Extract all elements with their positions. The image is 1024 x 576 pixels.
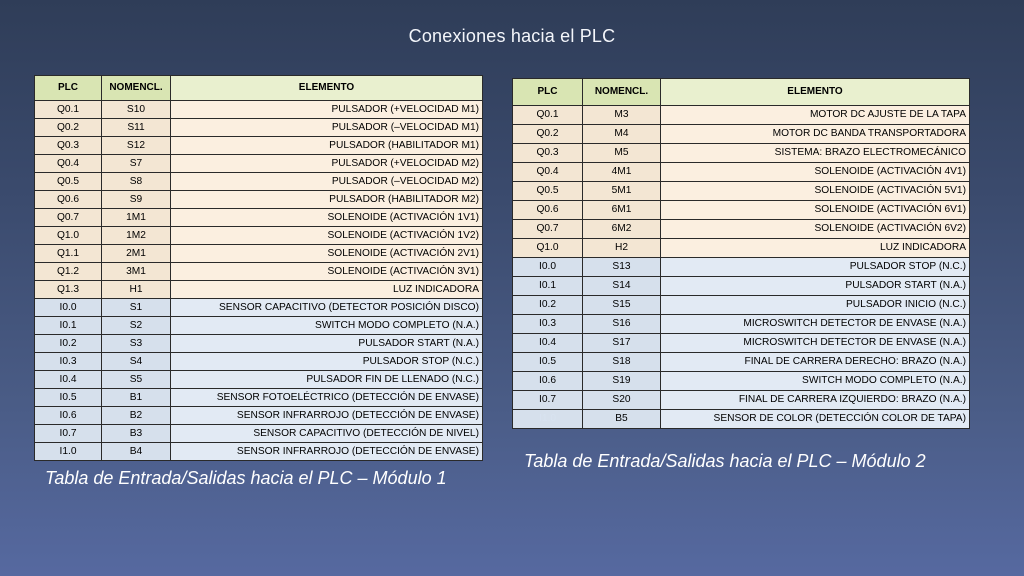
nomencl-cell: S9 bbox=[102, 191, 171, 209]
nomencl-cell: S14 bbox=[583, 277, 661, 296]
elemento-cell: SWITCH MODO COMPLETO (N.A.) bbox=[661, 372, 970, 391]
table-row bbox=[35, 101, 483, 119]
plc-cell: I0.2 bbox=[35, 335, 102, 353]
nomencl-cell: S18 bbox=[583, 353, 661, 372]
plc-cell: Q1.2 bbox=[35, 263, 102, 281]
elemento-cell: SOLENOIDE (ACTIVACIÓN 2V1) bbox=[171, 245, 483, 263]
table-row bbox=[513, 315, 970, 334]
elemento-cell: SENSOR INFRARROJO (DETECCIÓN DE ENVASE) bbox=[171, 443, 483, 461]
plc-cell: Q0.2 bbox=[513, 125, 583, 144]
plc-cell: Q0.2 bbox=[35, 119, 102, 137]
elemento-cell: SENSOR CAPACITIVO (DETECTOR POSICIÓN DISCO) bbox=[171, 299, 483, 317]
plc-cell: Q0.3 bbox=[35, 137, 102, 155]
nomencl-cell: B1 bbox=[102, 389, 171, 407]
page-title: Conexiones hacia el PLC bbox=[408, 26, 616, 46]
plc-cell: Q1.1 bbox=[35, 245, 102, 263]
nomencl-cell: M4 bbox=[583, 125, 661, 144]
table-row bbox=[513, 201, 970, 220]
table-row bbox=[513, 410, 970, 429]
elemento-cell: SOLENOIDE (ACTIVACIÓN 4V1) bbox=[661, 163, 970, 182]
table-row bbox=[35, 245, 483, 263]
plc-cell: I0.1 bbox=[35, 317, 102, 335]
table-row bbox=[513, 163, 970, 182]
nomencl-cell: 1M2 bbox=[102, 227, 171, 245]
table-row bbox=[513, 220, 970, 239]
header-nomencl: NOMENCL. bbox=[102, 76, 171, 101]
header-nomencl: NOMENCL. bbox=[583, 79, 661, 106]
plc-cell: Q1.3 bbox=[35, 281, 102, 299]
elemento-cell: SOLENOIDE (ACTIVACIÓN 1V1) bbox=[171, 209, 483, 227]
nomencl-cell: 1M1 bbox=[102, 209, 171, 227]
plc-cell: Q1.0 bbox=[513, 239, 583, 258]
table-header-row bbox=[513, 79, 970, 106]
table-row bbox=[513, 391, 970, 410]
nomencl-cell: 4M1 bbox=[583, 163, 661, 182]
table-header-row bbox=[35, 76, 483, 101]
nomencl-cell: S5 bbox=[102, 371, 171, 389]
plc-cell: Q0.5 bbox=[35, 173, 102, 191]
plc-cell: Q0.7 bbox=[513, 220, 583, 239]
elemento-cell: PULSADOR INICIO (N.C.) bbox=[661, 296, 970, 315]
elemento-cell: SOLENOIDE (ACTIVACIÓN 5V1) bbox=[661, 182, 970, 201]
elemento-cell: SISTEMA: BRAZO ELECTROMECÁNICO bbox=[661, 144, 970, 163]
plc-cell: Q0.4 bbox=[35, 155, 102, 173]
io-table-module-1 bbox=[34, 75, 483, 461]
elemento-cell: SENSOR FOTOELÉCTRICO (DETECCIÓN DE ENVASE) bbox=[171, 389, 483, 407]
nomencl-cell: S8 bbox=[102, 173, 171, 191]
nomencl-cell: M3 bbox=[583, 106, 661, 125]
plc-cell: I0.2 bbox=[513, 296, 583, 315]
plc-cell: I0.0 bbox=[513, 258, 583, 277]
io-table-module-2 bbox=[512, 78, 970, 429]
plc-cell: I0.0 bbox=[35, 299, 102, 317]
nomencl-cell: H2 bbox=[583, 239, 661, 258]
nomencl-cell: S20 bbox=[583, 391, 661, 410]
plc-cell: I0.5 bbox=[35, 389, 102, 407]
nomencl-cell: 6M2 bbox=[583, 220, 661, 239]
plc-cell: I1.0 bbox=[35, 443, 102, 461]
plc-cell: I0.7 bbox=[35, 425, 102, 443]
plc-cell: Q0.3 bbox=[513, 144, 583, 163]
plc-cell: Q1.0 bbox=[35, 227, 102, 245]
elemento-cell: PULSADOR (HABILITADOR M1) bbox=[171, 137, 483, 155]
nomencl-cell: S17 bbox=[583, 334, 661, 353]
table-row bbox=[35, 173, 483, 191]
elemento-cell: PULSADOR (–VELOCIDAD M2) bbox=[171, 173, 483, 191]
elemento-cell: PULSADOR (–VELOCIDAD M1) bbox=[171, 119, 483, 137]
plc-cell: Q0.6 bbox=[513, 201, 583, 220]
table-row bbox=[513, 144, 970, 163]
table-row bbox=[35, 263, 483, 281]
nomencl-cell: S7 bbox=[102, 155, 171, 173]
nomencl-cell: S12 bbox=[102, 137, 171, 155]
plc-cell: Q0.6 bbox=[35, 191, 102, 209]
plc-cell: Q0.1 bbox=[513, 106, 583, 125]
nomencl-cell: S15 bbox=[583, 296, 661, 315]
elemento-cell: SOLENOIDE (ACTIVACIÓN 6V2) bbox=[661, 220, 970, 239]
nomencl-cell: S4 bbox=[102, 353, 171, 371]
nomencl-cell: B5 bbox=[583, 410, 661, 429]
elemento-cell: SOLENOIDE (ACTIVACIÓN 3V1) bbox=[171, 263, 483, 281]
table-row bbox=[513, 372, 970, 391]
elemento-cell: SENSOR DE COLOR (DETECCIÓN COLOR DE TAPA) bbox=[661, 410, 970, 429]
table-row bbox=[513, 182, 970, 201]
elemento-cell: MOTOR DC BANDA TRANSPORTADORA bbox=[661, 125, 970, 144]
table-row bbox=[35, 119, 483, 137]
elemento-cell: SOLENOIDE (ACTIVACIÓN 6V1) bbox=[661, 201, 970, 220]
plc-cell: Q0.1 bbox=[35, 101, 102, 119]
plc-cell: I0.3 bbox=[35, 353, 102, 371]
header-plc: PLC bbox=[513, 79, 583, 106]
nomencl-cell: S1 bbox=[102, 299, 171, 317]
elemento-cell: FINAL DE CARRERA IZQUIERDO: BRAZO (N.A.) bbox=[661, 391, 970, 410]
table-row bbox=[513, 258, 970, 277]
nomencl-cell: 3M1 bbox=[102, 263, 171, 281]
plc-cell: I0.3 bbox=[513, 315, 583, 334]
elemento-cell: PULSADOR (+VELOCIDAD M2) bbox=[171, 155, 483, 173]
table-row bbox=[35, 443, 483, 461]
elemento-cell: PULSADOR START (N.A.) bbox=[171, 335, 483, 353]
elemento-cell: SOLENOIDE (ACTIVACIÓN 1V2) bbox=[171, 227, 483, 245]
nomencl-cell: B2 bbox=[102, 407, 171, 425]
elemento-cell: LUZ INDICADORA bbox=[171, 281, 483, 299]
elemento-cell: MOTOR DC AJUSTE DE LA TAPA bbox=[661, 106, 970, 125]
nomencl-cell: 6M1 bbox=[583, 201, 661, 220]
elemento-cell: SWITCH MODO COMPLETO (N.A.) bbox=[171, 317, 483, 335]
table-row bbox=[35, 281, 483, 299]
table-row bbox=[513, 239, 970, 258]
elemento-cell: PULSADOR (HABILITADOR M2) bbox=[171, 191, 483, 209]
table-row bbox=[35, 317, 483, 335]
plc-cell: I0.6 bbox=[35, 407, 102, 425]
nomencl-cell: S10 bbox=[102, 101, 171, 119]
nomencl-cell: S16 bbox=[583, 315, 661, 334]
elemento-cell: PULSADOR START (N.A.) bbox=[661, 277, 970, 296]
caption-module-1: Tabla de Entrada/Salidas hacia el PLC – Módulo 1 bbox=[45, 468, 447, 488]
plc-cell: I0.4 bbox=[35, 371, 102, 389]
plc-cell: I0.7 bbox=[513, 391, 583, 410]
elemento-cell: MICROSWITCH DETECTOR DE ENVASE (N.A.) bbox=[661, 315, 970, 334]
nomencl-cell: 5M1 bbox=[583, 182, 661, 201]
table-row bbox=[35, 155, 483, 173]
nomencl-cell: S2 bbox=[102, 317, 171, 335]
nomencl-cell: H1 bbox=[102, 281, 171, 299]
nomencl-cell: S11 bbox=[102, 119, 171, 137]
plc-cell: I0.6 bbox=[513, 372, 583, 391]
plc-cell: Q0.7 bbox=[35, 209, 102, 227]
table-row bbox=[35, 425, 483, 443]
nomencl-cell: S3 bbox=[102, 335, 171, 353]
table-row bbox=[513, 125, 970, 144]
nomencl-cell: M5 bbox=[583, 144, 661, 163]
table-row bbox=[35, 407, 483, 425]
header-elemento: ELEMENTO bbox=[661, 79, 970, 106]
nomencl-cell: 2M1 bbox=[102, 245, 171, 263]
table-row bbox=[35, 371, 483, 389]
header-plc: PLC bbox=[35, 76, 102, 101]
table-row bbox=[35, 137, 483, 155]
nomencl-cell: S19 bbox=[583, 372, 661, 391]
plc-cell: I0.4 bbox=[513, 334, 583, 353]
plc-cell: I0.5 bbox=[513, 353, 583, 372]
elemento-cell: PULSADOR (+VELOCIDAD M1) bbox=[171, 101, 483, 119]
table-row bbox=[35, 191, 483, 209]
elemento-cell: SENSOR INFRARROJO (DETECCIÓN DE ENVASE) bbox=[171, 407, 483, 425]
elemento-cell: SENSOR CAPACITIVO (DETECCIÓN DE NIVEL) bbox=[171, 425, 483, 443]
table-row bbox=[513, 334, 970, 353]
elemento-cell: MICROSWITCH DETECTOR DE ENVASE (N.A.) bbox=[661, 334, 970, 353]
table-row bbox=[513, 296, 970, 315]
table-row bbox=[35, 299, 483, 317]
elemento-cell: PULSADOR STOP (N.C.) bbox=[171, 353, 483, 371]
elemento-cell: LUZ INDICADORA bbox=[661, 239, 970, 258]
header-elemento: ELEMENTO bbox=[171, 76, 483, 101]
table-row bbox=[35, 335, 483, 353]
elemento-cell: FINAL DE CARRERA DERECHO: BRAZO (N.A.) bbox=[661, 353, 970, 372]
table-row bbox=[35, 389, 483, 407]
table-row bbox=[513, 353, 970, 372]
table-row bbox=[513, 277, 970, 296]
elemento-cell: PULSADOR STOP (N.C.) bbox=[661, 258, 970, 277]
caption-module-2: Tabla de Entrada/Salidas hacia el PLC – Módulo 2 bbox=[524, 451, 926, 471]
nomencl-cell: S13 bbox=[583, 258, 661, 277]
table-row bbox=[513, 106, 970, 125]
nomencl-cell: B4 bbox=[102, 443, 171, 461]
plc-cell: Q0.5 bbox=[513, 182, 583, 201]
table-row bbox=[35, 353, 483, 371]
plc-cell: I1.0 bbox=[513, 410, 583, 429]
plc-cell: Q0.4 bbox=[513, 163, 583, 182]
nomencl-cell: B3 bbox=[102, 425, 171, 443]
elemento-cell: PULSADOR FIN DE LLENADO (N.C.) bbox=[171, 371, 483, 389]
plc-cell: I0.1 bbox=[513, 277, 583, 296]
table-row bbox=[35, 227, 483, 245]
table-row bbox=[35, 209, 483, 227]
